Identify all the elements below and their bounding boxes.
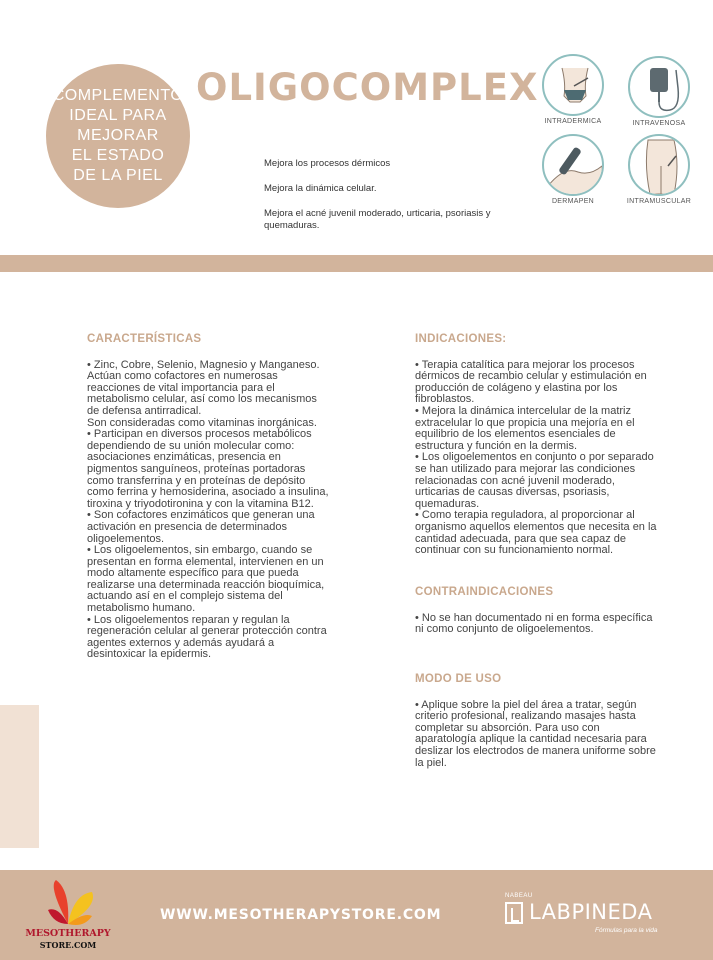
paragraph: • Son cofactores enzimáticos que generan una activación en presencia de determinados oligoelementos. bbox=[87, 509, 315, 545]
logo-nabeau: NABEAU bbox=[505, 893, 533, 899]
method-label: INTRAMUSCULAR bbox=[626, 198, 692, 205]
benefits-list bbox=[264, 158, 504, 245]
section-title: INDICACIONES: bbox=[415, 333, 507, 345]
divider-band bbox=[0, 255, 713, 272]
iv-bag-icon bbox=[628, 56, 690, 118]
method-intravenosa bbox=[624, 56, 694, 127]
section-title: MODO DE USO bbox=[415, 673, 502, 685]
paragraph: • Como terapia reguladora, al proporcionar al organismo aquellos elementos que necesita en la cantidad adecuada, para que sea capaz de continuar con su funcionamiento normal. bbox=[415, 509, 657, 557]
benefit-item: Mejora los procesos dérmicos bbox=[264, 158, 391, 169]
paragraph: • No se han documentado ni en forma específica ni como conjunto de oligoelementos. bbox=[415, 611, 653, 636]
section-title: CARACTERÍSTICAS bbox=[87, 333, 202, 345]
product-title: OLIGOCOMPLEX bbox=[196, 66, 539, 109]
benefit-item: Mejora la dinámica celular. bbox=[264, 183, 377, 194]
butterfly-icon bbox=[18, 876, 118, 928]
paragraph: • Aplique sobre la piel del área a tratar, según criterio profesional, realizando masajes hasta completar su absorción. Para uso con aparatología aplique la cantidad necesaria para deslizar los electrodos de manera uniforme sobre la piel. bbox=[415, 698, 656, 769]
method-label: DERMAPEN bbox=[551, 198, 595, 205]
logo-line-1: MESOTHERAPY bbox=[25, 928, 111, 939]
caracteristicas-section bbox=[87, 334, 332, 661]
website-link[interactable]: WWW.MESOTHERAPYSTORE.COM bbox=[160, 907, 442, 923]
modo-uso-section bbox=[415, 674, 660, 769]
dermapen-icon bbox=[542, 134, 604, 196]
intramuscular-icon bbox=[628, 134, 690, 196]
paragraph: • Los oligoelementos reparan y regulan la regeneración celular al generar protección contra agentes externos y además ayudará a desintoxicar la epidermis. bbox=[87, 613, 327, 661]
labpineda-mark-icon bbox=[505, 902, 523, 924]
paragraph: • Zinc, Cobre, Selenio, Magnesio y Manganeso. Actúan como cofactores en numerosas reacciones de vital importancia para el metabolismo celular, así como los mecanismos de defensa antirradical. bbox=[87, 358, 320, 417]
method-dermapen bbox=[538, 134, 608, 205]
logo-line-2: STORE.COM bbox=[39, 940, 97, 950]
logo-tagline: Fórmulas para la vida bbox=[595, 927, 658, 934]
contraindicaciones-section bbox=[415, 587, 660, 636]
intradermal-icon bbox=[542, 54, 604, 116]
method-intramuscular bbox=[624, 134, 694, 205]
method-label: INTRADERMICA bbox=[544, 118, 602, 125]
paragraph: Son consideradas como vitaminas inorgánicas. bbox=[87, 416, 317, 429]
indicaciones-section bbox=[415, 334, 660, 557]
method-intradermica bbox=[538, 54, 608, 125]
benefit-item: Mejora el acné juvenil moderado, urticaria, psoriasis y quemaduras. bbox=[264, 208, 491, 231]
product-badge bbox=[46, 64, 190, 208]
paragraph: • Mejora la dinámica intercelular de la matriz extracelular lo que propicia una mejoría en el equilibrio de los elementos esenciales de estructura y función en la dermis. bbox=[415, 404, 635, 452]
paragraph: • Los oligoelementos en conjunto o por separado se han utilizado para mejorar las condiciones relacionadas con acné juvenil moderado, urticarias de causas diversas, psoriasis, quemaduras. bbox=[415, 451, 654, 510]
badge-text: COMPLEMENTO IDEAL PARA MEJORAR EL ESTADO DE LA PIEL bbox=[52, 87, 184, 184]
decorative-side-block bbox=[0, 705, 39, 848]
mesotherapy-store-logo[interactable] bbox=[18, 876, 118, 956]
paragraph: • Los oligoelementos, sin embargo, cuando se presentan en forma elemental, intervienen en un modo altamente específico para que pueda realizarse una determinada reacción bioquímica, actuando así en el complejo sistema del metabolismo humano. bbox=[87, 544, 325, 615]
labpineda-logo[interactable] bbox=[505, 893, 685, 943]
section-title: CONTRAINDICACIONES bbox=[415, 586, 554, 598]
paragraph: • Participan en diversos procesos metabólicos dependiendo de su unión molecular como: asociaciones enzimáticas, presencia en pigmentos sanguíneos, proteínas portadoras como transferrina y en proteínas de depósito como ferrina y hemosiderina, asociado a insulina, tiroxina y triyodotironina y con la vitamina B12. bbox=[87, 428, 329, 510]
paragraph: • Terapia catalítica para mejorar los procesos dérmicos de recambio celular y estimulación en producción de colágeno y elastina por los fibroblastos. bbox=[415, 358, 647, 406]
logo-name: LABPINEDA bbox=[529, 900, 653, 924]
method-label: INTRAVENOSA bbox=[632, 120, 686, 127]
